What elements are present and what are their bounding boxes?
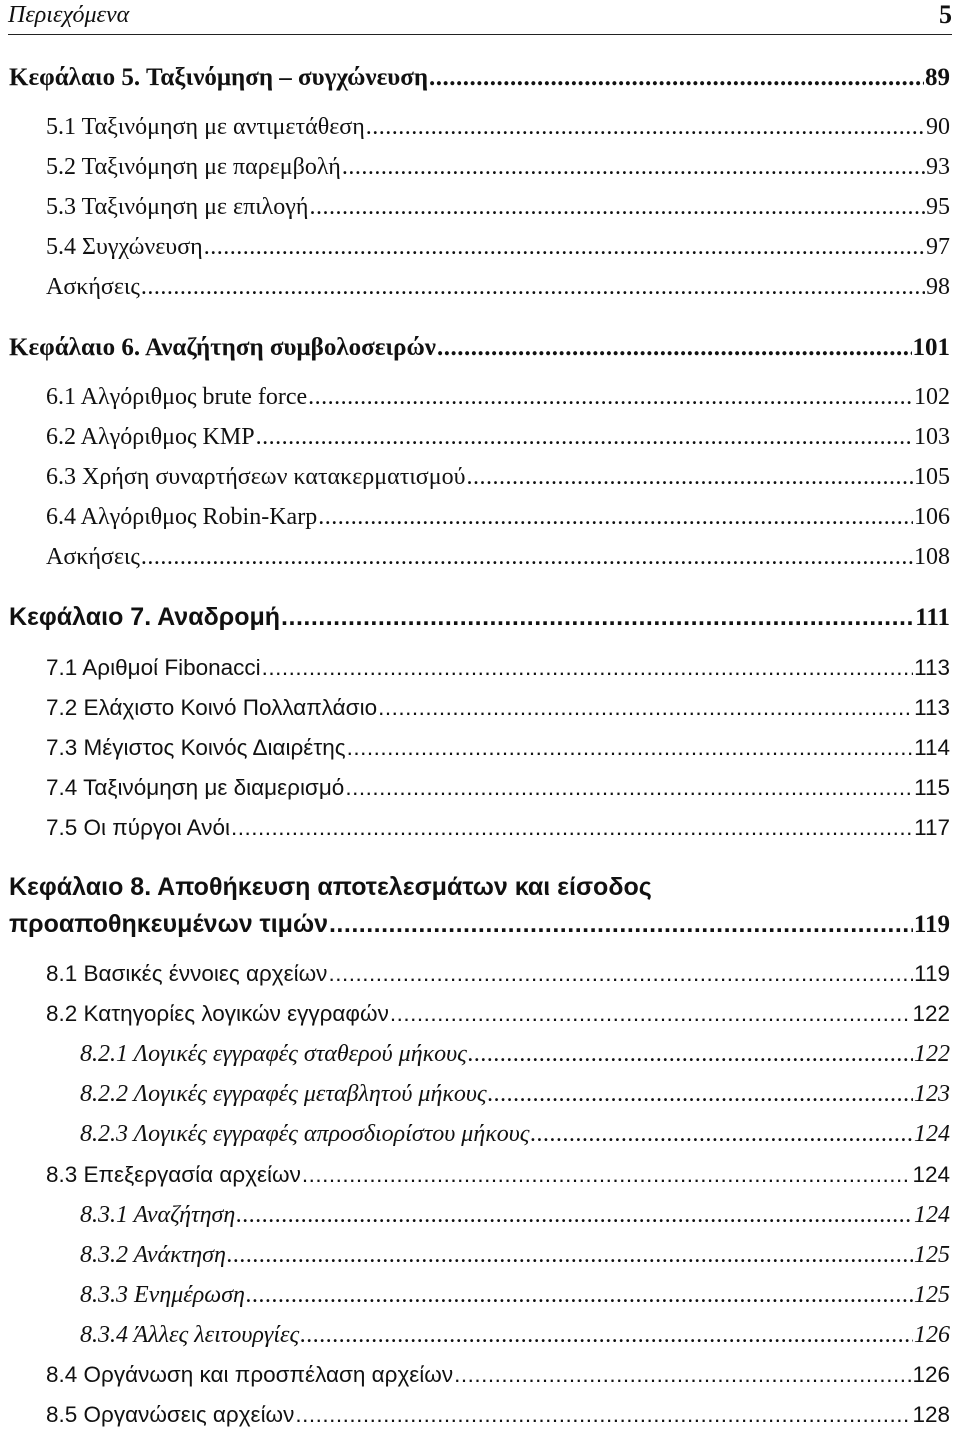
toc-entry-label: 6.3 Χρήση συναρτήσεων κατακερματισμού xyxy=(46,464,466,490)
dot-leader xyxy=(204,234,925,261)
toc-page-number: 119 xyxy=(914,961,950,986)
dot-leader xyxy=(236,1202,913,1229)
toc-entry-8-2-2[interactable] xyxy=(80,1081,950,1108)
toc-entry-7-5[interactable] xyxy=(46,815,950,841)
toc-page-number: 105 xyxy=(914,464,950,490)
dot-leader xyxy=(281,603,914,632)
toc-entry-7-2[interactable] xyxy=(46,695,950,721)
toc-entry-8-3-3[interactable] xyxy=(80,1282,950,1309)
toc-entry-label: 8.2.3 Λογικές εγγραφές απροσδιορίστου μήκους xyxy=(80,1121,530,1147)
dot-leader xyxy=(256,424,913,451)
toc-page-number: 125 xyxy=(914,1242,950,1268)
dot-leader xyxy=(308,384,913,411)
dot-leader xyxy=(246,1282,913,1309)
dot-leader xyxy=(454,1362,911,1388)
dot-leader xyxy=(437,334,912,362)
toc-page-number: 126 xyxy=(912,1362,950,1387)
toc-entry-8-3-1[interactable] xyxy=(80,1202,950,1229)
toc-entry-6-1[interactable] xyxy=(46,384,950,411)
toc-entry-label: 6.1 Αλγόριθμος brute force xyxy=(46,384,308,410)
toc-page-number: 93 xyxy=(926,154,950,180)
toc-page-number: 124 xyxy=(914,1202,950,1228)
toc-entry-8-4[interactable] xyxy=(46,1362,950,1388)
dot-leader xyxy=(227,1242,913,1269)
dot-leader xyxy=(141,274,925,301)
dot-leader xyxy=(318,504,913,531)
dot-leader xyxy=(329,910,913,939)
toc-entry-label: 6.4 Αλγόριθμος Robin-Karp xyxy=(46,504,318,530)
toc-chapter-6[interactable] xyxy=(9,334,950,362)
dot-leader xyxy=(302,1162,912,1188)
toc-entry-6-2[interactable] xyxy=(46,424,950,451)
toc-entry-7-3[interactable] xyxy=(46,735,950,761)
toc-entry-label: 5.1 Ταξινόμηση με αντιμετάθεση xyxy=(46,114,365,140)
toc-page-number: 103 xyxy=(914,424,950,450)
toc-entry-label: 5.4 Συγχώνευση xyxy=(46,234,203,260)
toc-page-number: 97 xyxy=(926,234,950,260)
toc-entry-label: Ασκήσεις xyxy=(46,544,140,570)
toc-page-number: 122 xyxy=(914,1041,950,1067)
toc-entry-5-2[interactable] xyxy=(46,154,950,181)
toc-page-number: 114 xyxy=(914,735,950,760)
toc-entry-label: Ασκήσεις xyxy=(46,274,140,300)
dot-leader xyxy=(347,735,914,761)
toc-entry-8-3-2[interactable] xyxy=(80,1242,950,1269)
toc-page-number: 108 xyxy=(914,544,950,570)
toc-entry-label: 5.2 Ταξινόμηση με παρεμβολή xyxy=(46,154,341,180)
toc-entry-label: 7.3 Μέγιστος Κοινός Διαιρέτης xyxy=(46,735,346,760)
toc-chapter-8-title-line1[interactable]: Κεφάλαιο 8. Αποθήκευση αποτελεσμάτων και είσοδος xyxy=(9,873,652,901)
toc-page-number: 123 xyxy=(914,1081,950,1107)
toc-page-number: 119 xyxy=(913,911,950,938)
dot-leader xyxy=(345,775,913,801)
toc-page-number: 95 xyxy=(926,194,950,220)
toc-entry-label: 7.5 Οι πύργοι Ανόι xyxy=(46,815,231,840)
toc-page-number: 122 xyxy=(912,1001,950,1026)
dot-leader xyxy=(262,655,913,681)
toc-entry-label: 7.4 Ταξινόμηση με διαμερισμό xyxy=(46,775,345,800)
toc-entry-label: 8.5 Οργανώσεις αρχείων xyxy=(46,1402,295,1427)
toc-entry-5-1[interactable] xyxy=(46,114,950,141)
toc-entry-7-1[interactable] xyxy=(46,655,950,681)
toc-entry-5-4[interactable] xyxy=(46,234,950,261)
toc-page-number: 125 xyxy=(914,1282,950,1308)
toc-entry-8-1[interactable] xyxy=(46,961,950,987)
toc-entry-8-2[interactable] xyxy=(46,1001,950,1027)
toc-entry-label: 8.2.1 Λογικές εγγραφές σταθερού μήκους xyxy=(80,1041,467,1067)
toc-chapter-title: Κεφάλαιο 5. Ταξινόμηση – συγχώνευση xyxy=(9,64,429,91)
toc-entry-label: 7.2 Ελάχιστο Κοινό Πολλαπλάσιο xyxy=(46,695,378,720)
toc-entry-5-3[interactable] xyxy=(46,194,950,221)
toc-entry-6-4[interactable] xyxy=(46,504,950,531)
dot-leader xyxy=(488,1081,913,1108)
toc-page-number: 113 xyxy=(914,695,950,720)
dot-leader xyxy=(366,114,925,141)
toc-chapter-8[interactable] xyxy=(9,910,950,939)
toc-entry-8-2-1[interactable] xyxy=(80,1041,950,1068)
toc-entry-8-3[interactable] xyxy=(46,1162,950,1188)
toc-page-number: 126 xyxy=(914,1322,950,1348)
dot-leader xyxy=(390,1001,912,1027)
toc-page-number: 102 xyxy=(914,384,950,410)
toc-entry-label: 8.3.1 Αναζήτηση xyxy=(80,1202,236,1228)
toc-page-number: 89 xyxy=(925,64,950,91)
toc-page-number: 98 xyxy=(926,274,950,300)
dot-leader xyxy=(342,154,925,181)
dot-leader xyxy=(466,464,913,491)
toc-entry-label: 8.3 Επεξεργασία αρχείων xyxy=(46,1162,301,1187)
toc-entry-8-3-4[interactable] xyxy=(80,1322,950,1349)
page-number: 5 xyxy=(939,0,952,29)
toc-page-number: 90 xyxy=(926,114,950,140)
toc-page-number: 115 xyxy=(914,775,950,800)
toc-entry-label: 8.4 Οργάνωση και προσπέλαση αρχείων xyxy=(46,1362,454,1387)
toc-page-number: 117 xyxy=(914,815,950,840)
toc-entry-label: 8.1 Βασικές έννοιες αρχείων xyxy=(46,961,328,986)
toc-chapter-title: Κεφάλαιο 6. Αναζήτηση συμβολοσειρών xyxy=(9,334,436,361)
dot-leader xyxy=(309,194,925,221)
toc-entry-label: 5.3 Ταξινόμηση με επιλογή xyxy=(46,194,309,220)
toc-entry-label: 8.2.2 Λογικές εγγραφές μεταβλητού μήκους xyxy=(80,1081,487,1107)
toc-chapter-7[interactable] xyxy=(9,603,950,632)
toc-page-number: 124 xyxy=(914,1121,950,1147)
toc-page-number: 124 xyxy=(912,1162,950,1187)
toc-entry-label: 6.2 Αλγόριθμος KMP xyxy=(46,424,255,450)
toc-entry-label: 7.1 Αριθμοί Fibonacci xyxy=(46,655,261,680)
dot-leader xyxy=(429,64,924,92)
dot-leader xyxy=(468,1041,913,1068)
toc-entry-6-exercises[interactable] xyxy=(46,544,950,571)
dot-leader xyxy=(531,1121,913,1148)
dot-leader xyxy=(378,695,913,721)
toc-chapter-title: Κεφάλαιο 7. Αναδρομή xyxy=(9,603,281,631)
toc-page-number: 106 xyxy=(914,504,950,530)
toc-entry-6-3[interactable] xyxy=(46,464,950,491)
dot-leader xyxy=(141,544,913,571)
toc-chapter-5[interactable] xyxy=(9,64,950,92)
dot-leader xyxy=(231,815,913,841)
toc-chapter-title: προαποθηκευμένων τιμών xyxy=(9,910,328,938)
toc-entry-8-5[interactable] xyxy=(46,1402,950,1428)
toc-entry-label: 8.3.2 Ανάκτηση xyxy=(80,1242,226,1268)
toc-entry-7-4[interactable] xyxy=(46,775,950,801)
toc-entry-label: 8.3.3 Ενημέρωση xyxy=(80,1282,245,1308)
toc-entry-5-exercises[interactable] xyxy=(46,274,950,301)
toc-entry-label: 8.2 Κατηγορίες λογικών εγγραφών xyxy=(46,1001,389,1026)
page-title: Περιεχόμενα xyxy=(8,2,130,28)
dot-leader xyxy=(300,1322,913,1349)
toc-page-number: 101 xyxy=(912,334,950,361)
toc-page-number: 111 xyxy=(915,604,950,631)
toc-page-number: 128 xyxy=(912,1402,950,1427)
dot-leader xyxy=(295,1402,911,1428)
toc-entry-label: 8.3.4 Άλλες λειτουργίες xyxy=(80,1322,300,1348)
toc-page-number: 113 xyxy=(914,655,950,680)
dot-leader xyxy=(328,961,913,987)
toc-entry-8-2-3[interactable] xyxy=(80,1121,950,1148)
